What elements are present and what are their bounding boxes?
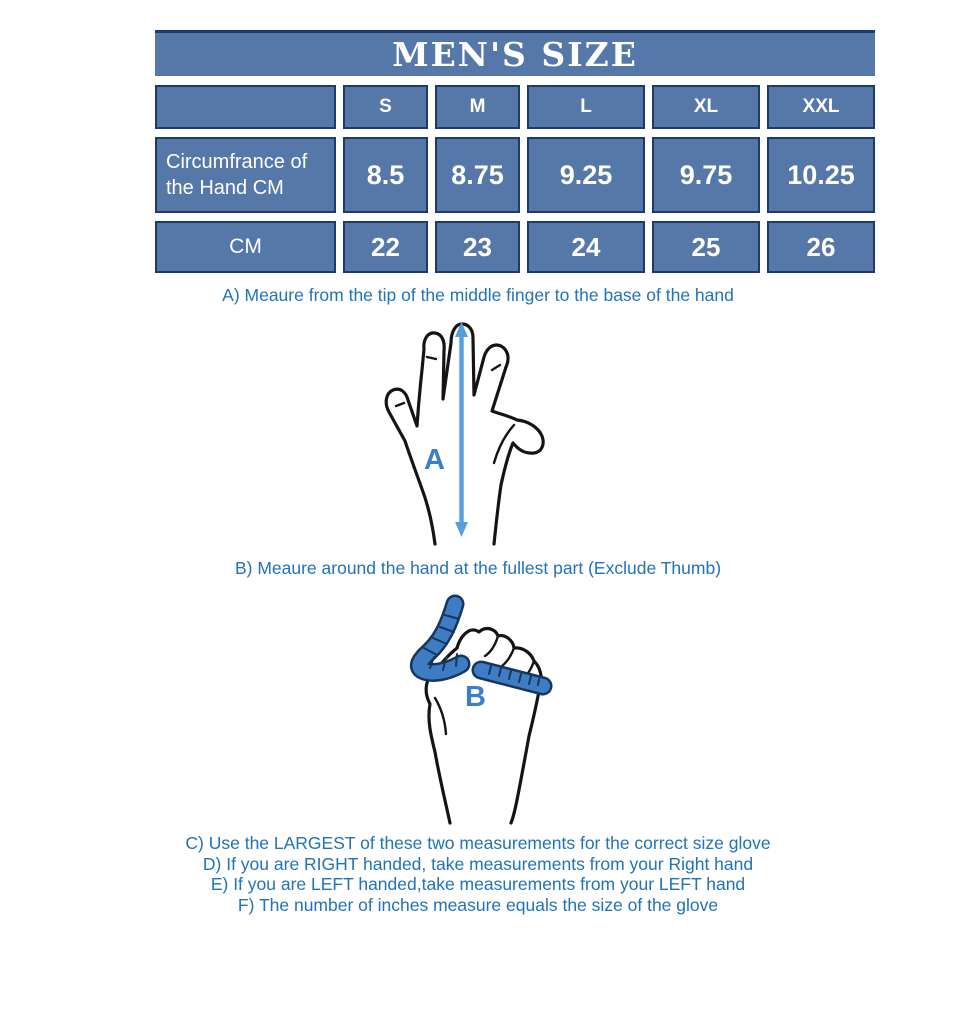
instruction-c: C) Use the LARGEST of these two measurements for the correct size glove	[185, 833, 771, 853]
cm-value-s: 22	[343, 221, 428, 273]
cm-value-xxl: 26	[767, 221, 875, 273]
circumference-value-xxl: 10.25	[767, 137, 875, 213]
circumference-value-l: 9.25	[527, 137, 645, 213]
circumference-value-m: 8.75	[435, 137, 520, 213]
size-header-m: M	[435, 85, 520, 129]
row-label-circumference: Circumfrance of the Hand CM	[155, 137, 336, 213]
cm-value-xl: 25	[652, 221, 760, 273]
hand-measure-illustration	[372, 313, 558, 546]
fist-measure-illustration	[395, 590, 575, 827]
corner-cell	[155, 85, 336, 129]
instruction-list	[0, 833, 956, 915]
instruction-b: B) Meaure around the hand at the fullest part (Exclude Thumb)	[234, 558, 722, 578]
size-header-s: S	[343, 85, 428, 129]
size-header-l: L	[527, 85, 645, 129]
hand-figure-label: A	[424, 444, 445, 476]
instruction-a: A) Meaure from the tip of the middle finger to the base of the hand	[222, 285, 734, 305]
arrow-head-bottom-icon	[455, 522, 468, 537]
instruction-d: D) If you are RIGHT handed, take measurements from your Right hand	[202, 853, 754, 874]
size-chart-table	[155, 30, 875, 273]
row-label-cm: CM	[155, 221, 336, 273]
instruction-e: E) If you are LEFT handed,take measurements from your LEFT hand	[210, 874, 746, 894]
size-header-xxl: XXL	[767, 85, 875, 129]
fist-figure-label: B	[465, 681, 486, 713]
fist-outline-icon	[426, 629, 541, 823]
circumference-value-s: 8.5	[343, 137, 428, 213]
size-header-xl: XL	[652, 85, 760, 129]
cm-value-m: 23	[435, 221, 520, 273]
size-table-grid	[155, 85, 875, 273]
finger-crease-lines	[396, 357, 514, 463]
cm-value-l: 24	[527, 221, 645, 273]
table-title: MEN'S SIZE	[155, 30, 875, 76]
instruction-f: F) The number of inches measure equals the size of the glove	[237, 894, 719, 915]
circumference-value-xl: 9.75	[652, 137, 760, 213]
open-hand-outline-icon	[386, 324, 543, 544]
